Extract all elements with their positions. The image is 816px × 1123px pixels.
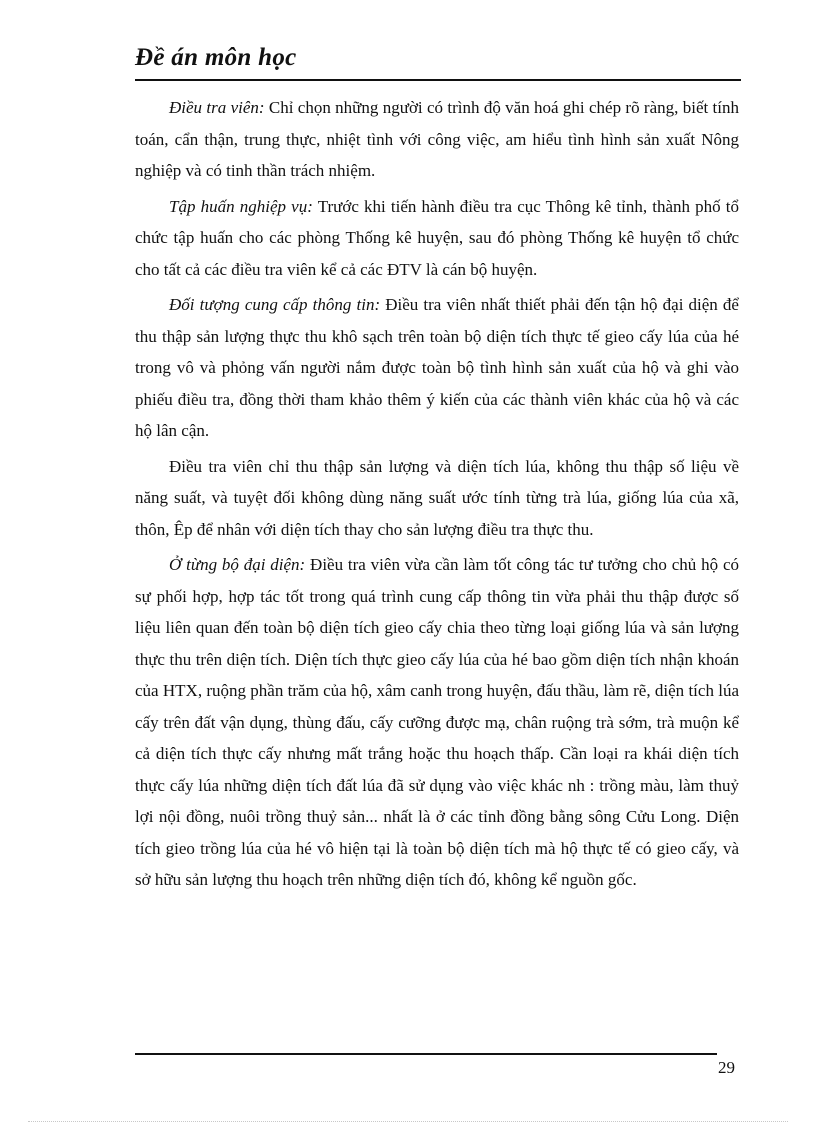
paragraph-text: Điều tra viên vừa cần làm tốt công tác tư tưởng cho chủ hộ có sự phối hợp, hợp tác tốt trong quá trình cung cấp thông tin vừa phải thu thập được số liệu liên quan đến toàn bộ diện tích gieo cấy chia theo từng loại giống lúa và sản lượng thực thu trên diện tích. Diện tích thực gieo cấy lúa của hé bao gồm diện tích nhận khoán của HTX, ruộng phần trăm của hộ, xâm canh trong huyện, đấu thầu, làm rẽ, diện tích lúa cấy trên đất vận dụng, thùng đấu, cấy cưỡng được mạ, chân ruộng trà sớm, trà muộn kể cả diện tích thực cấy nhưng mất trắng hoặc thu hoạch thấp. Cần loại ra khái diện tích thực cấy lúa những diện tích đất lúa đã sử dụng vào việc khác nh : trồng màu, làm thuỷ lợi nội đồng, nuôi trồng thuỷ sản... nhất là ở các tỉnh đồng bằng sông Cửu Long. Diện tích gieo trồng lúa của hé vô hiện tại là toàn bộ diện tích mà hộ thực tế có gieo cấy, và sở hữu sản lượng thu hoạch trên những diện tích đó, không kể nguồn gốc. [135,555,739,889]
paragraph-san-luong [135,451,739,546]
paragraph-dieu-tra-vien [135,92,739,187]
paragraph-tap-huan [135,191,739,286]
paragraph-text: Chỉ chọn những người có trình độ văn hoá ghi chép rõ ràng, biết tính toán, cẩn thận, trung thực, nhiệt tình với công việc, am hiểu tình hình sản xuất Nông nghiệp và có tinh thần trách nhiệm. [135,98,739,180]
paragraph-text: Điều tra viên chỉ thu thập sản lượng và diện tích lúa, không thu thập số liệu về năng suất, và tuyệt đối không dùng năng suất ước tính từng trà lúa, giống lúa của xã, thôn, Êp để nhân với diện tích thay cho sản lượng điều tra thực thu. [135,456,739,539]
paragraph-text: Điều tra viên nhất thiết phải đến tận hộ đại diện để thu thập sản lượng thực thu khô sạch trên toàn bộ diện tích thực tế gieo cấy lúa của hé trong vô và phỏng vấn người nắm được toàn bộ tình hình sản xuất của hộ và ghi vào phiếu điều tra, đồng thời tham khảo thêm ý kiến của các thành viên khác của hộ và các hộ lân cận. [135,295,739,440]
page-bottom-edge [28,1121,788,1122]
page-number: 29 [718,1058,735,1077]
paragraph-text: Trước khi tiến hành điều tra cục Thông kê tỉnh, thành phố tổ chức tập huấn cho các phòng Thống kê huyện, sau đó phòng Thống kê huyện tổ chức cho tất cả các điều tra viên kể cả các ĐTV là cán bộ huyện. [135,196,740,279]
header-rule [135,79,741,81]
body-text [135,92,739,900]
paragraph-lead: Đối tượng cung cấp thông tin: [169,295,381,314]
paragraph-doi-tuong [135,289,739,447]
page-header-title: Đề án môn học [135,44,297,71]
paragraph-lead: Tập huấn nghiệp vụ: [169,196,313,216]
footer-rule [135,1053,717,1055]
paragraph-lead: Ở từng bộ đại diện: [169,555,306,574]
paragraph-o-tung-ho [135,549,739,896]
paragraph-lead: Điều tra viên: [169,98,265,117]
